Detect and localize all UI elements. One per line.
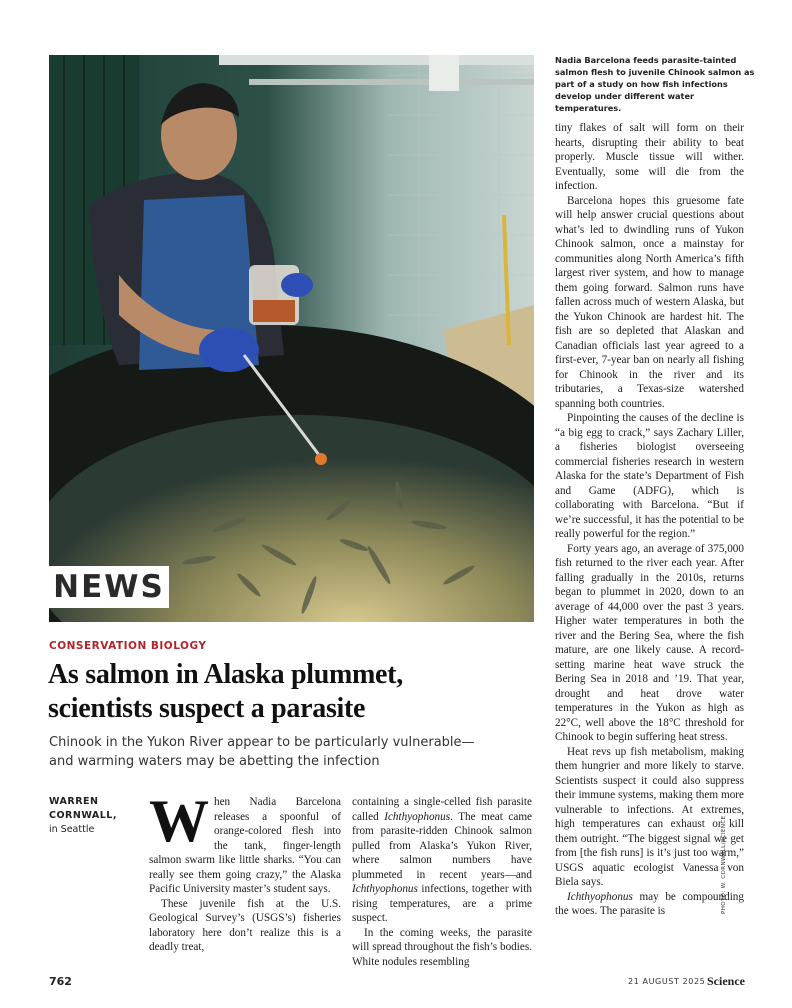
- body-paragraph: [555, 890, 744, 919]
- dek: [49, 733, 529, 771]
- drop-cap: W: [149, 788, 209, 854]
- author-location: in Seattle: [49, 824, 95, 835]
- body-text: infections, together with rising temperatures, are a prime suspect.: [352, 883, 532, 924]
- body-paragraph: [352, 795, 532, 926]
- headline-line-1: As salmon in Alaska plummet,: [48, 659, 403, 690]
- photo-caption: Nadia Barcelona feeds parasite-tainted salmon flesh to juvenile Chinook salmon as part of a study on how fish infections develop under different water temperatures.: [555, 55, 755, 113]
- body-paragraph: These juvenile fish at the U.S. Geological Survey’s (USGS’s) fisheries laboratory here don’t realize this is a deadly treat,: [149, 897, 341, 953]
- species-italic: Ichthyophonus: [567, 890, 633, 903]
- journal-name: Science: [707, 974, 745, 988]
- headline: [48, 658, 548, 726]
- body-paragraph: In the coming weeks, the parasite will spread throughout the fish’s bodies. White nodules resembling: [352, 926, 532, 968]
- dek-line-2: and warming waters may be abetting the infection: [49, 754, 380, 769]
- issue-date: 21 AUGUST 2025: [628, 977, 706, 986]
- body-paragraph: [149, 788, 341, 897]
- photo-credit: PHOTO: W. CORNWALL/SCIENCE: [721, 815, 727, 914]
- body-text: . The meat came from parasite-ridden Chinook salmon pulled from Alaska’s Yukon River, where salmon numbers have plummeted in recent years—and: [352, 810, 532, 881]
- news-badge: NEWS: [49, 566, 169, 608]
- body-paragraph: tiny flakes of salt will form on their hearts, disrupting their ability to beat properly. Muscle tissue will wither. Eventually, some will die from the infection.: [555, 122, 744, 192]
- species-italic: Ichthyophonus: [352, 883, 418, 895]
- body-text: may be compounding the woes. The parasite is: [555, 890, 744, 917]
- byline: [49, 795, 139, 837]
- section-label: CONSERVATION BIOLOGY: [49, 640, 207, 652]
- body-column-2: [352, 795, 532, 969]
- dek-line-1: Chinook in the Yukon River appear to be particularly vulnerable—: [49, 735, 475, 750]
- body-paragraph: Forty years ago, an average of 375,000 fish returned to the river each year. After falling gradually in the 2010s, returns began to plummet in 2020, down to an average of 44,000 over the past 3 years. Higher water temperatures in both the river and the Bering Sea, where the fish mature, are one likely cause. A record-setting marine heat wave struck the Bering Sea in 2018 and ’19. That year, drought and heat drove water temperatures in the Yukon as high as 22°C, well above the 18°C threshold for Chinook to begin suffering heat stress.: [555, 542, 744, 743]
- body-column-3: [555, 121, 744, 919]
- author-last-name: CORNWALL,: [49, 810, 117, 821]
- body-column-1: [149, 788, 341, 955]
- body-text: hen Nadia Barcelona releases a spoonful of orange-colored flesh into the tank, finger-length salmon swarm like little sharks. “You can really see them going crazy,” the Alaska Pacific University master’s student says.: [149, 796, 341, 895]
- body-paragraph: Pinpointing the causes of the decline is “a big egg to crack,” says Zachary Liller, a fisheries biologist overseeing commercial fisheries research in western Alaska for the state’s Department of Fish and Game (ADFG), which is collaborating with Barcelona. “But if we’re successful, it has the potential to be really powerful for the region.”: [555, 412, 744, 540]
- species-italic: Ichthyophonus: [384, 810, 451, 823]
- page-number: 762: [49, 975, 72, 988]
- author-first-name: WARREN: [49, 796, 99, 807]
- headline-line-2: scientists suspect a parasite: [48, 693, 366, 724]
- body-paragraph: Barcelona hopes this gruesome fate will help answer crucial questions about what’s led to dwindling runs of Yukon Chinook salmon, once a mainstay for communities along North America’s fifth largest river system, and how to manage them going forward. Salmon runs have fallen across much of western Alaska, but the Yukon Chinook are hardest hit. The fish are so depleted that Alaskan and Canadian officials last year agreed to a first-ever, 7-year ban on nearly all fishing for Chinook in the river and its tributaries, a Texas-size watershed spanning both countries.: [555, 194, 744, 410]
- body-text: containing a single-celled fish parasite called: [352, 796, 532, 823]
- lead-photo: [49, 55, 534, 622]
- body-paragraph: Heat revs up fish metabolism, making them hungrier and more likely to starve. Scientists suspect it could also suppress their immune systems, making them more vulnerable to infections. At extremes, high temperatures can exhaust or kill them outright. “The biggest signal we get from [the fish runs] is it’s just too warm,” USGS aquatic ecologist Vanessa von Biela says.: [555, 745, 744, 888]
